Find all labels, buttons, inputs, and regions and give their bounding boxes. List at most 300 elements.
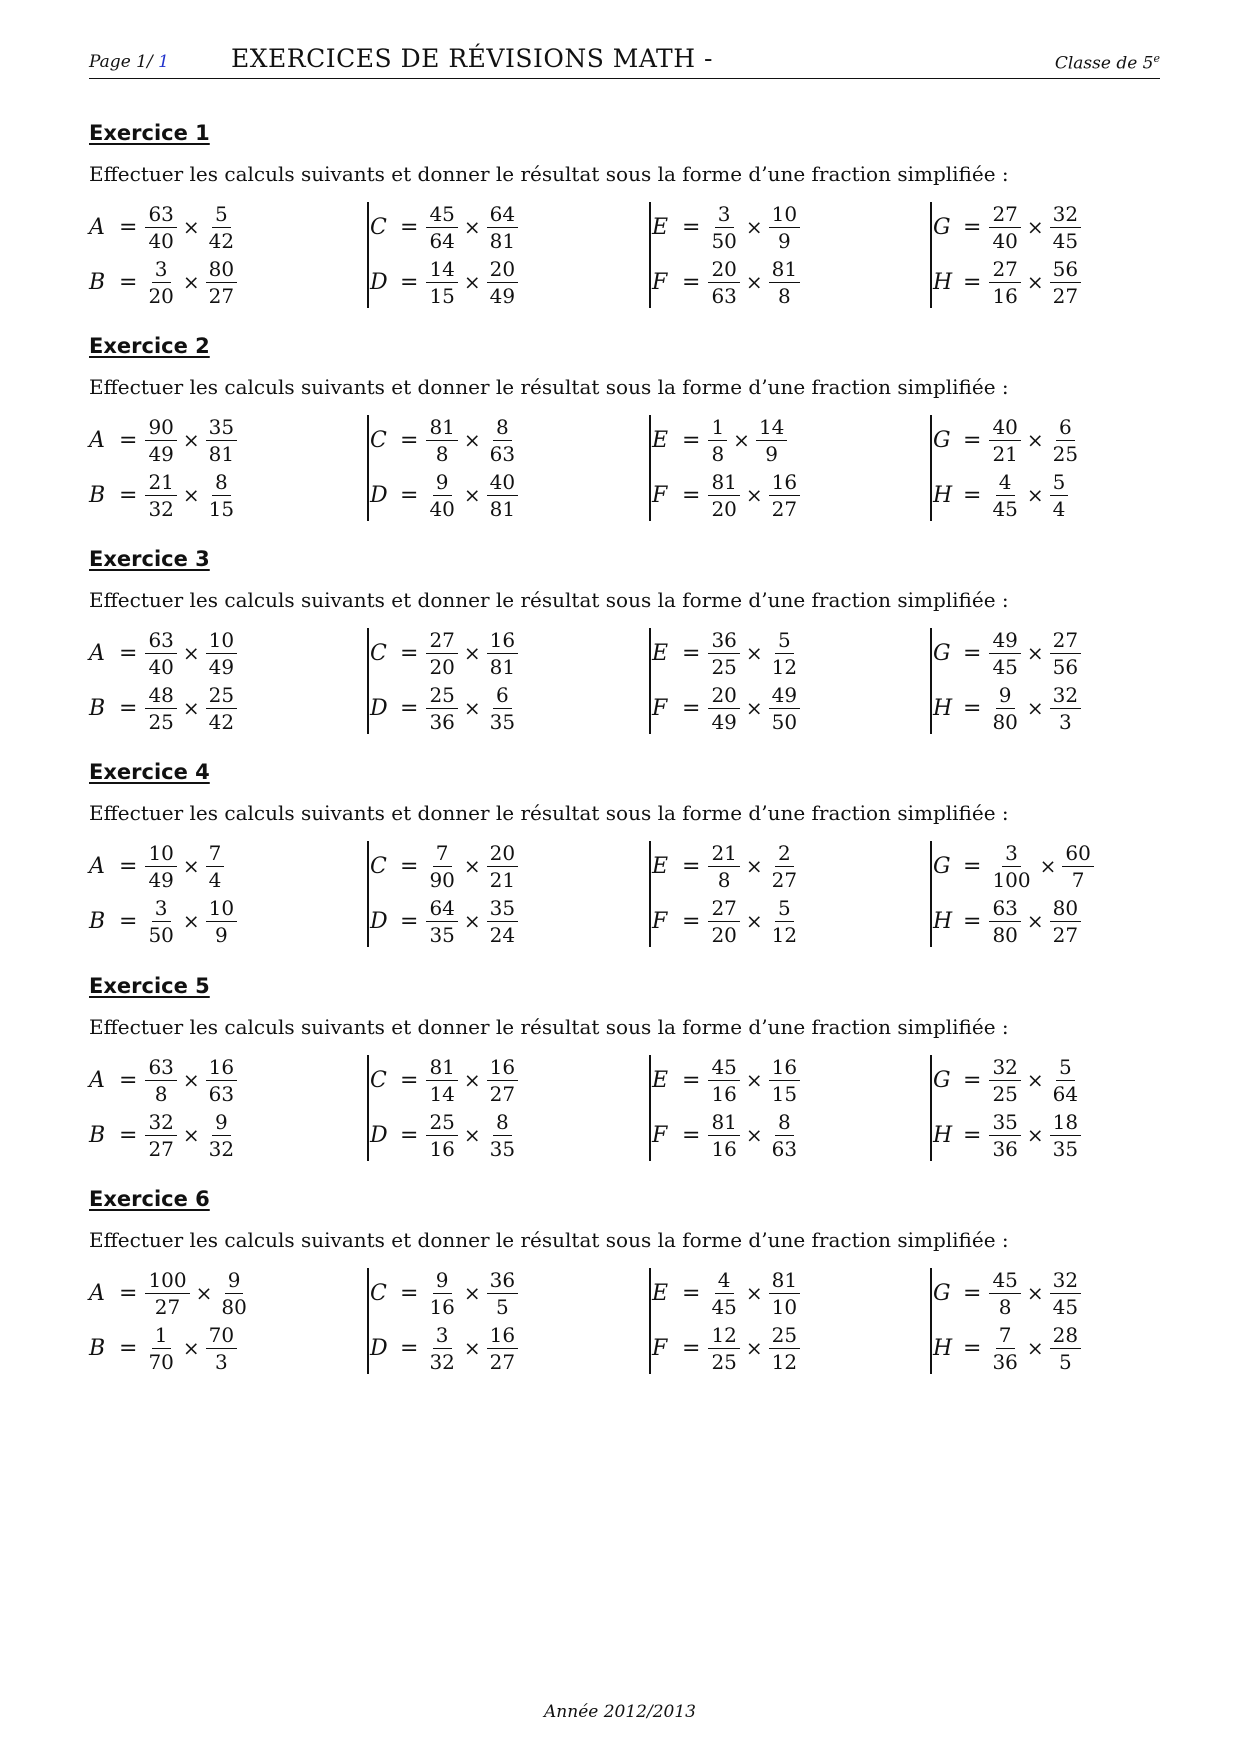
fraction-denominator: 32 xyxy=(208,1136,235,1161)
fraction-numerator: 81 xyxy=(426,415,457,441)
expression-variable: H xyxy=(933,1335,953,1361)
fraction xyxy=(708,1110,739,1161)
expression-variable: B xyxy=(89,695,106,721)
equals-sign: = xyxy=(682,269,701,295)
fraction xyxy=(206,628,237,679)
equals-sign: = xyxy=(119,640,138,666)
fraction-numerator: 5 xyxy=(1050,470,1069,496)
fraction xyxy=(708,1268,739,1319)
exercise-instruction: Effectuer les calculs suivants et donner le résultat sous la forme d’une fraction simplifiée : xyxy=(89,801,1009,825)
fraction-denominator: 12 xyxy=(771,922,798,947)
calculation-expression xyxy=(652,894,800,948)
fraction-denominator: 36 xyxy=(429,709,455,734)
times-sign: × xyxy=(1026,1281,1044,1305)
fraction-denominator: 12 xyxy=(771,1349,798,1374)
equals-sign: = xyxy=(682,1335,701,1361)
fraction-numerator: 49 xyxy=(989,628,1020,654)
fraction-numerator: 60 xyxy=(1062,841,1093,867)
equals-sign: = xyxy=(400,1067,419,1093)
fraction-denominator: 20 xyxy=(429,654,455,679)
fraction-denominator: 16 xyxy=(992,283,1018,308)
calculation-expression xyxy=(370,839,518,893)
equals-sign: = xyxy=(400,640,419,666)
fraction-numerator: 35 xyxy=(487,896,518,922)
fraction-denominator: 40 xyxy=(148,654,174,679)
expression-variable: G xyxy=(933,1067,951,1093)
calculation-grid xyxy=(89,1053,1160,1163)
calculation-column xyxy=(652,200,912,310)
times-sign: × xyxy=(463,1123,481,1147)
fraction xyxy=(708,1055,739,1106)
fraction xyxy=(426,257,457,308)
fraction xyxy=(1050,202,1081,253)
equals-sign: = xyxy=(682,1280,701,1306)
fraction xyxy=(218,1268,249,1319)
fraction-numerator: 16 xyxy=(487,1323,518,1349)
fraction xyxy=(1050,470,1069,521)
calculation-column xyxy=(652,413,912,523)
fraction xyxy=(1050,415,1081,466)
fraction xyxy=(989,257,1020,308)
times-sign: × xyxy=(745,1068,763,1092)
exercise-block xyxy=(89,118,1160,310)
fraction-denominator: 81 xyxy=(489,654,516,679)
equals-sign: = xyxy=(119,908,138,934)
fraction-numerator: 28 xyxy=(1050,1323,1081,1349)
calculation-expression xyxy=(370,255,518,309)
equals-sign: = xyxy=(963,640,982,666)
expression-variable: B xyxy=(89,908,106,934)
exercise-instruction: Effectuer les calculs suivants et donner le résultat sous la forme d’une fraction simplifiée : xyxy=(89,1228,1009,1252)
fraction xyxy=(145,1055,176,1106)
fraction-denominator: 8 xyxy=(435,441,449,466)
expression-variable: F xyxy=(652,695,668,721)
fraction xyxy=(989,415,1020,466)
fraction-numerator: 9 xyxy=(996,683,1015,709)
expression-variable: A xyxy=(89,427,105,453)
calculation-expression xyxy=(933,255,1081,309)
expression-variable: A xyxy=(89,1067,105,1093)
expression-variable: E xyxy=(652,1067,669,1093)
equals-sign: = xyxy=(682,908,701,934)
fraction-denominator: 9 xyxy=(215,922,228,947)
expression-variable: H xyxy=(933,1122,953,1148)
fraction-numerator: 3 xyxy=(152,896,171,922)
fraction-denominator: 49 xyxy=(208,654,235,679)
times-sign: × xyxy=(1026,215,1044,239)
fraction-denominator: 16 xyxy=(429,1136,455,1161)
fraction-denominator: 35 xyxy=(1052,1136,1079,1161)
fraction-numerator: 5 xyxy=(212,202,231,228)
fraction-denominator: 80 xyxy=(221,1294,247,1319)
fraction xyxy=(426,1055,457,1106)
fraction xyxy=(145,1323,176,1374)
times-sign: × xyxy=(463,1281,481,1305)
fraction xyxy=(487,470,518,521)
equals-sign: = xyxy=(400,1280,419,1306)
expression-variable: H xyxy=(933,695,953,721)
expression-variable: F xyxy=(652,1335,668,1361)
times-sign: × xyxy=(1026,483,1044,507)
fraction xyxy=(708,841,739,892)
fraction-numerator: 63 xyxy=(145,1055,176,1081)
fraction-denominator: 8 xyxy=(711,441,725,466)
expression-variable: G xyxy=(933,853,951,879)
calculation-expression xyxy=(370,200,518,254)
fraction-numerator: 8 xyxy=(493,1110,512,1136)
calculation-expression xyxy=(89,894,237,948)
times-sign: × xyxy=(745,1281,763,1305)
fraction-denominator: 25 xyxy=(1052,441,1079,466)
times-sign: × xyxy=(463,1068,481,1092)
fraction xyxy=(487,202,518,253)
times-sign: × xyxy=(463,696,481,720)
exercise-title: Exercice 6 xyxy=(89,1187,210,1211)
times-sign: × xyxy=(182,428,200,452)
calculation-expression xyxy=(933,468,1068,522)
fraction xyxy=(145,470,176,521)
fraction-denominator: 50 xyxy=(771,709,798,734)
fraction-denominator: 12 xyxy=(771,654,798,679)
fraction-numerator: 4 xyxy=(715,1268,734,1294)
fraction-denominator: 9 xyxy=(765,441,779,466)
fraction xyxy=(769,1055,800,1106)
fraction-numerator: 6 xyxy=(493,683,512,709)
fraction-numerator: 20 xyxy=(487,841,518,867)
fraction-denominator: 14 xyxy=(429,1081,455,1106)
fraction-numerator: 35 xyxy=(989,1110,1020,1136)
calculation-column xyxy=(370,626,630,736)
fraction-numerator: 7 xyxy=(206,841,225,867)
fraction xyxy=(989,202,1020,253)
page-number xyxy=(89,52,169,72)
calculation-expression xyxy=(933,1108,1081,1162)
fraction-denominator: 36 xyxy=(992,1349,1018,1374)
fraction xyxy=(426,202,457,253)
fraction-denominator: 15 xyxy=(208,496,235,521)
fraction-numerator: 36 xyxy=(487,1268,518,1294)
fraction-numerator: 27 xyxy=(1050,628,1081,654)
fraction xyxy=(145,202,176,253)
expression-variable: E xyxy=(652,427,669,453)
calculation-expression xyxy=(89,468,237,522)
equals-sign: = xyxy=(400,427,419,453)
fraction-denominator: 42 xyxy=(208,228,235,253)
fraction xyxy=(145,257,176,308)
times-sign: × xyxy=(745,270,763,294)
fraction-denominator: 81 xyxy=(489,228,516,253)
fraction xyxy=(206,470,237,521)
fraction-denominator: 8 xyxy=(717,867,731,892)
fraction xyxy=(206,1055,237,1106)
fraction-denominator: 4 xyxy=(208,867,222,892)
calculation-expression xyxy=(652,626,800,680)
fraction-numerator: 32 xyxy=(1050,683,1081,709)
expression-variable: D xyxy=(370,695,388,721)
fraction-denominator: 36 xyxy=(992,1136,1018,1161)
times-sign: × xyxy=(463,641,481,665)
fraction-denominator: 70 xyxy=(148,1349,174,1374)
fraction-numerator: 35 xyxy=(206,415,237,441)
fraction xyxy=(989,683,1020,734)
fraction xyxy=(708,628,739,679)
exercise-title: Exercice 2 xyxy=(89,334,210,358)
fraction-numerator: 48 xyxy=(145,683,176,709)
fraction xyxy=(769,628,800,679)
calculation-expression xyxy=(370,1108,518,1162)
expression-variable: F xyxy=(652,482,668,508)
expression-variable: G xyxy=(933,1280,951,1306)
times-sign: × xyxy=(745,1336,763,1360)
expression-variable: C xyxy=(370,214,387,240)
exercise-block xyxy=(89,757,1160,949)
expression-variable: D xyxy=(370,482,388,508)
calculation-expression xyxy=(370,894,518,948)
fraction-numerator: 14 xyxy=(426,257,457,283)
expression-variable: F xyxy=(652,908,668,934)
fraction-numerator: 63 xyxy=(145,628,176,654)
fraction-numerator: 64 xyxy=(426,896,457,922)
fraction-denominator: 27 xyxy=(1052,283,1079,308)
equals-sign: = xyxy=(963,269,982,295)
fraction-numerator: 40 xyxy=(487,470,518,496)
fraction-denominator: 45 xyxy=(992,496,1018,521)
expression-variable: E xyxy=(652,853,669,879)
expression-variable: C xyxy=(370,640,387,666)
fraction-numerator: 20 xyxy=(487,257,518,283)
equals-sign: = xyxy=(119,482,138,508)
fraction-denominator: 16 xyxy=(711,1081,737,1106)
fraction-denominator: 64 xyxy=(429,228,455,253)
times-sign: × xyxy=(1026,696,1044,720)
equals-sign: = xyxy=(119,1067,138,1093)
fraction-numerator: 27 xyxy=(708,896,739,922)
fraction-numerator: 5 xyxy=(1056,1055,1075,1081)
class-label: Classe de 5 xyxy=(1054,53,1154,74)
equals-sign: = xyxy=(682,214,701,240)
fraction xyxy=(989,470,1020,521)
fraction-numerator: 81 xyxy=(769,257,800,283)
exercise-block xyxy=(89,1184,1160,1376)
fraction xyxy=(708,470,739,521)
fraction xyxy=(145,1268,189,1319)
fraction-numerator: 27 xyxy=(989,202,1020,228)
expression-variable: C xyxy=(370,853,387,879)
fraction-numerator: 5 xyxy=(775,896,794,922)
fraction-numerator: 45 xyxy=(989,1268,1020,1294)
calculation-expression xyxy=(933,626,1081,680)
times-sign: × xyxy=(1026,909,1044,933)
fraction xyxy=(769,896,800,947)
fraction-denominator: 5 xyxy=(496,1294,509,1319)
fraction xyxy=(769,683,800,734)
fraction-denominator: 9 xyxy=(778,228,791,253)
fraction xyxy=(1050,1323,1081,1374)
expression-variable: C xyxy=(370,427,387,453)
calculation-expression xyxy=(89,1321,237,1375)
calculation-expression xyxy=(933,1321,1081,1375)
fraction-denominator: 50 xyxy=(148,922,174,947)
fraction-numerator: 14 xyxy=(756,415,787,441)
fraction xyxy=(145,1110,176,1161)
times-sign: × xyxy=(182,270,200,294)
fraction xyxy=(426,1268,457,1319)
calculation-column xyxy=(652,839,912,949)
fraction xyxy=(487,841,518,892)
fraction xyxy=(708,415,727,466)
exercise-instruction: Effectuer les calculs suivants et donner le résultat sous la forme d’une fraction simplifiée : xyxy=(89,375,1009,399)
fraction-denominator: 15 xyxy=(429,283,455,308)
equals-sign: = xyxy=(119,853,138,879)
fraction xyxy=(708,683,739,734)
fraction xyxy=(487,1268,518,1319)
expression-variable: G xyxy=(933,640,951,666)
fraction-numerator: 64 xyxy=(487,202,518,228)
equals-sign: = xyxy=(400,482,419,508)
fraction-denominator: 8 xyxy=(998,1294,1012,1319)
calculation-grid xyxy=(89,626,1160,736)
fraction-numerator: 32 xyxy=(1050,1268,1081,1294)
fraction xyxy=(145,841,176,892)
fraction-numerator: 10 xyxy=(206,896,237,922)
calculation-column xyxy=(933,200,1193,310)
fraction-numerator: 3 xyxy=(715,202,734,228)
calculation-expression xyxy=(652,255,800,309)
fraction-numerator: 56 xyxy=(1050,257,1081,283)
exercise-instruction: Effectuer les calculs suivants et donner le résultat sous la forme d’une fraction simplifiée : xyxy=(89,1015,1009,1039)
times-sign: × xyxy=(182,641,200,665)
fraction-denominator: 63 xyxy=(208,1081,235,1106)
calculation-expression xyxy=(652,413,787,467)
exercise-block xyxy=(89,331,1160,523)
fraction xyxy=(426,1323,457,1374)
equals-sign: = xyxy=(963,1122,982,1148)
fraction xyxy=(989,1055,1020,1106)
fraction-denominator: 35 xyxy=(429,922,455,947)
equals-sign: = xyxy=(963,908,982,934)
expression-variable: A xyxy=(89,214,105,240)
fraction xyxy=(206,896,237,947)
times-sign: × xyxy=(1039,854,1057,878)
fraction-denominator: 20 xyxy=(148,283,174,308)
calculation-column xyxy=(933,626,1193,736)
equals-sign: = xyxy=(963,1280,982,1306)
fraction-numerator: 80 xyxy=(206,257,237,283)
calculation-grid xyxy=(89,839,1160,949)
fraction-numerator: 25 xyxy=(426,683,457,709)
fraction xyxy=(426,628,457,679)
equals-sign: = xyxy=(682,853,701,879)
fraction-numerator: 32 xyxy=(989,1055,1020,1081)
fraction xyxy=(708,257,739,308)
fraction xyxy=(145,415,176,466)
fraction-numerator: 80 xyxy=(1050,896,1081,922)
fraction-denominator: 8 xyxy=(154,1081,168,1106)
fraction-denominator: 20 xyxy=(711,922,737,947)
fraction xyxy=(708,202,739,253)
fraction xyxy=(487,1055,518,1106)
fraction-denominator: 32 xyxy=(148,496,174,521)
fraction-denominator: 56 xyxy=(1052,654,1079,679)
expression-variable: H xyxy=(933,908,953,934)
fraction-denominator: 3 xyxy=(1059,709,1072,734)
fraction-denominator: 63 xyxy=(489,441,516,466)
equals-sign: = xyxy=(400,695,419,721)
fraction xyxy=(769,841,800,892)
fraction-numerator: 81 xyxy=(708,1110,739,1136)
equals-sign: = xyxy=(963,695,982,721)
equals-sign: = xyxy=(119,269,138,295)
calculation-column xyxy=(933,839,1193,949)
fraction-denominator: 49 xyxy=(148,867,174,892)
fraction-numerator: 9 xyxy=(212,1110,231,1136)
fraction-numerator: 100 xyxy=(145,1268,189,1294)
page-label: Page 1/ xyxy=(89,52,153,72)
calculation-expression xyxy=(89,1108,237,1162)
fraction-denominator: 24 xyxy=(489,922,516,947)
calculation-expression xyxy=(370,1266,518,1320)
fraction xyxy=(1062,841,1093,892)
fraction-numerator: 70 xyxy=(206,1323,237,1349)
fraction xyxy=(426,896,457,947)
fraction-denominator: 42 xyxy=(208,709,235,734)
fraction xyxy=(487,896,518,947)
fraction-denominator: 25 xyxy=(992,1081,1018,1106)
fraction-denominator: 90 xyxy=(429,867,455,892)
calculation-expression xyxy=(89,1053,237,1107)
fraction xyxy=(989,896,1020,947)
times-sign: × xyxy=(463,428,481,452)
times-sign: × xyxy=(182,854,200,878)
fraction-numerator: 16 xyxy=(769,1055,800,1081)
page-total-link[interactable]: 1 xyxy=(158,52,169,72)
calculation-column xyxy=(89,1266,349,1376)
calculation-expression xyxy=(370,1053,518,1107)
calculation-expression xyxy=(652,468,800,522)
fraction-numerator: 81 xyxy=(708,470,739,496)
equals-sign: = xyxy=(963,853,982,879)
fraction-numerator: 16 xyxy=(487,1055,518,1081)
fraction xyxy=(989,841,1033,892)
calculation-column xyxy=(370,200,630,310)
fraction xyxy=(1050,628,1081,679)
fraction-denominator: 40 xyxy=(429,496,455,521)
fraction-numerator: 21 xyxy=(708,841,739,867)
calculation-expression xyxy=(652,1321,800,1375)
calculation-column xyxy=(370,413,630,523)
calculation-column xyxy=(933,1053,1193,1163)
calculation-expression xyxy=(933,413,1081,467)
times-sign: × xyxy=(745,483,763,507)
fraction-denominator: 50 xyxy=(711,228,737,253)
fraction xyxy=(426,1110,457,1161)
equals-sign: = xyxy=(963,427,982,453)
fraction-denominator: 16 xyxy=(429,1294,455,1319)
calculation-expression xyxy=(933,839,1094,893)
calculation-column xyxy=(652,1053,912,1163)
fraction-denominator: 27 xyxy=(1052,922,1079,947)
fraction-denominator: 25 xyxy=(711,1349,737,1374)
calculation-column xyxy=(89,200,349,310)
equals-sign: = xyxy=(400,853,419,879)
expression-variable: F xyxy=(652,1122,668,1148)
fraction-numerator: 32 xyxy=(145,1110,176,1136)
fraction xyxy=(1050,896,1081,947)
fraction-numerator: 12 xyxy=(708,1323,739,1349)
fraction xyxy=(206,683,237,734)
fraction-numerator: 1 xyxy=(152,1323,171,1349)
fraction-numerator: 81 xyxy=(769,1268,800,1294)
